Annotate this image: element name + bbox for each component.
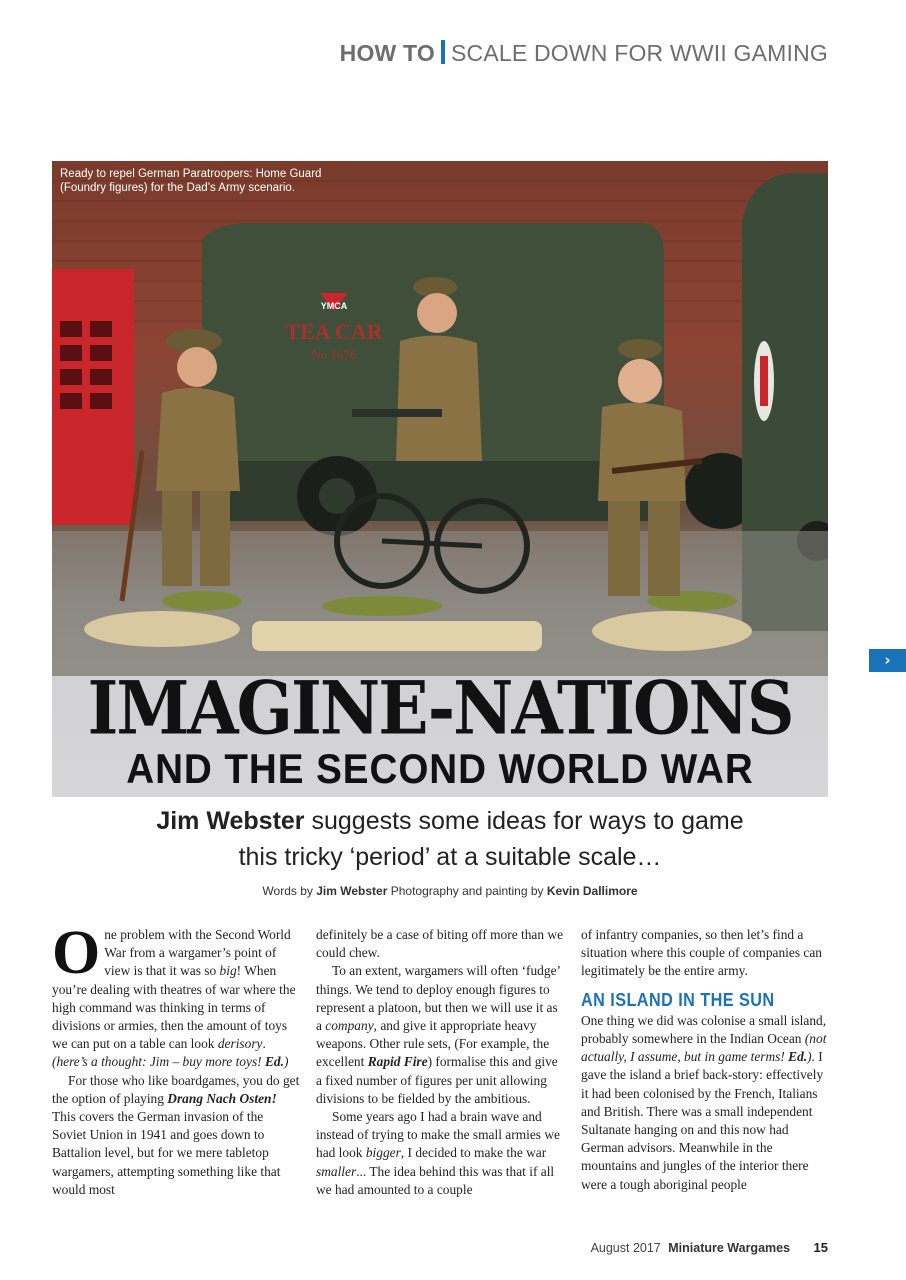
paragraph: To an extent, wargamers will often ‘fudge’ things. We tend to deploy enough figures to represent a platoon, but then we will use it as a company, and give it appropriate heavy weapons. Other rule sets, (For example, the excellent Rapid Fire) formalise this and give a fixed number of figures per unit allowing divisions to be fielded by the ambitious. bbox=[316, 963, 560, 1106]
running-header bbox=[340, 40, 828, 67]
article-column-2 bbox=[316, 926, 566, 1199]
header-divider bbox=[441, 40, 445, 64]
magazine-name: Miniature Wargames bbox=[668, 1241, 791, 1255]
section-subject: SCALE DOWN FOR WWII GAMING bbox=[450, 40, 828, 66]
article-column-3 bbox=[581, 926, 829, 1194]
photo-label: Photography and painting by bbox=[390, 884, 544, 898]
van-sign-ymca: YMCA bbox=[320, 301, 348, 311]
page-footer bbox=[591, 1240, 828, 1255]
standfirst bbox=[60, 803, 840, 875]
words-author: Jim Webster bbox=[316, 884, 388, 898]
drop-cap: O bbox=[52, 919, 101, 987]
paragraph: Some years ago I had a brain wave and instead of trying to make the small armies we had look bigger, I decided to make the war smaller... The idea behind this was that if all we had amounted to a couple bbox=[316, 1109, 560, 1197]
chevron-right-icon[interactable]: › bbox=[869, 649, 906, 672]
hero-photo bbox=[52, 161, 828, 797]
section-label: HOW TO bbox=[339, 40, 435, 66]
photo-caption: Ready to repel German Paratroopers: Home Guard (Foundry figures) for the Dad’s Army scenario. bbox=[60, 168, 322, 194]
issue-date: August 2017 bbox=[590, 1241, 661, 1255]
byline bbox=[60, 884, 840, 898]
article-subtitle: AND THE SECOND WORLD WAR bbox=[126, 745, 754, 792]
standfirst-line2: this tricky ‘period’ at a suitable scale… bbox=[238, 843, 662, 871]
paragraph: For those who like boardgames, you do get the option of playing Drang Nach Osten! This covers the German invasion of the Soviet Union in 1941 and goes down to Battalion level, but for we mere tabletop wargamers, attempting something like that would most bbox=[52, 1072, 300, 1197]
page-number: 15 bbox=[813, 1240, 828, 1255]
words-label: Words by bbox=[262, 884, 313, 898]
photo-author: Kevin Dallimore bbox=[546, 884, 638, 898]
paragraph: of infantry companies, so then let’s find a situation where this couple of companies can legitimately be the entire army. bbox=[581, 927, 822, 979]
paragraph: One problem with the Second World War from a wargamer’s point of view is that it was so big! When you’re dealing with theatres of war where the high command was thinking in terms of divisions or armies, then the amount of toys we can put on a table can look derisory. (here’s a thought: Jim – buy more toys! Ed.) bbox=[52, 919, 296, 1070]
standfirst-line1: suggests some ideas for ways to game bbox=[311, 807, 744, 835]
article-title: IMAGINE-NATIONS bbox=[87, 665, 793, 751]
standfirst-author: Jim Webster bbox=[156, 807, 305, 835]
subheading: AN ISLAND IN THE SUN bbox=[581, 989, 775, 1010]
van-sign-number: No 1676 bbox=[311, 347, 357, 362]
van-sign-teacar: TEA CAR bbox=[285, 319, 383, 344]
article-column-1 bbox=[52, 919, 300, 1199]
paragraph: One thing we did was colonise a small island, probably somewhere in the Indian Ocean (not actually, I assume, but in game terms! Ed.). I gave the island a brief back-story: effectively it had been colonised by the French, Italians and British. There was a small independent Sultanate hanging on and this now had German advisors. Meanwhile in the mountains and jungles of the interior there were a tough aboriginal people bbox=[581, 1012, 827, 1192]
paragraph: definitely be a case of biting off more than we could chew. bbox=[316, 927, 564, 961]
